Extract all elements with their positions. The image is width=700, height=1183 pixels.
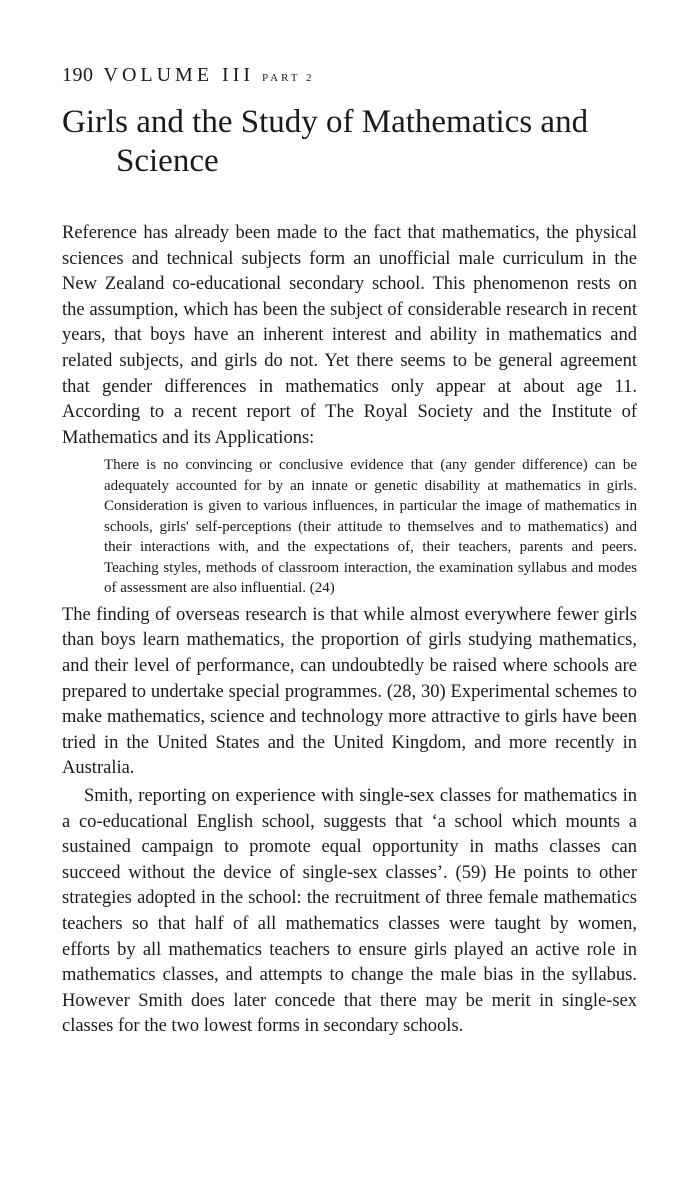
chapter-title: Girls and the Study of Mathematics and Science [62,104,589,179]
part-label: PART 2 [262,72,315,84]
block-quote: There is no convincing or conclusive evidence that (any gender difference) can be adequately accounted for by an innate or genetic disability at mathematics in girls. Consideration is given to various influences, in particular the image of mathematics in schools, girls' self-perceptions (their attitude to themselves and to mathematics) and their interactions with, and the expectations of, their teachers, parents and peers. Teaching styles, methods of classroom interaction, the examination syllabus and modes of assessment are also influential. (24) [104,457,637,597]
body-paragraph-1: Reference has already been made to the fact that mathematics, the physical sciences and technical subjects form an unofficial male curriculum in the New Zealand co-educational secondary school. This phenomenon rests on the assumption, which has been the subject of considerable research in recent years, that boys have an inherent interest and ability in mathematics and related subjects, and girls do not. Yet there seems to be general agreement that gender differences in mathematics only appear at about age 11. According to a recent report of The Royal Society and the Institute of Mathematics and its Applications: [62,223,637,448]
body-paragraph-3: Smith, reporting on experience with single-sex classes for mathematics in a co-educational English school, suggests that ‘a school which mounts a sustained campaign to promote equal opportunity in maths classes can succeed without the device of single-sex classes’. (59) He points to other strategies adopted in the school: the recruitment of three female mathematics teachers so that half of all mathematics classes were taught by women, efforts by all mathematics teachers to ensure girls played an active role in mathematics classes, and attempts to change the male bias in the syllabus. However Smith does later concede that there may be merit in single-sex classes for the two lowest forms in secondary schools. [62,786,637,1037]
running-head [62,62,637,91]
body-paragraph-2: The finding of overseas research is that while almost everywhere fewer girls than boys learn mathematics, the proportion of girls studying mathematics, and their level of performance, can undoubtedly be raised where schools are prepared to undertake special programmes. (28, 30) Experimental schemes to make mathematics, science and technology more attractive to girls have been tried in the United States and the United Kingdom, and more recently in Australia. [62,604,637,779]
book-page [62,62,637,1040]
volume-label: VOLUME III [103,64,255,86]
page-number: 190 [62,64,94,86]
